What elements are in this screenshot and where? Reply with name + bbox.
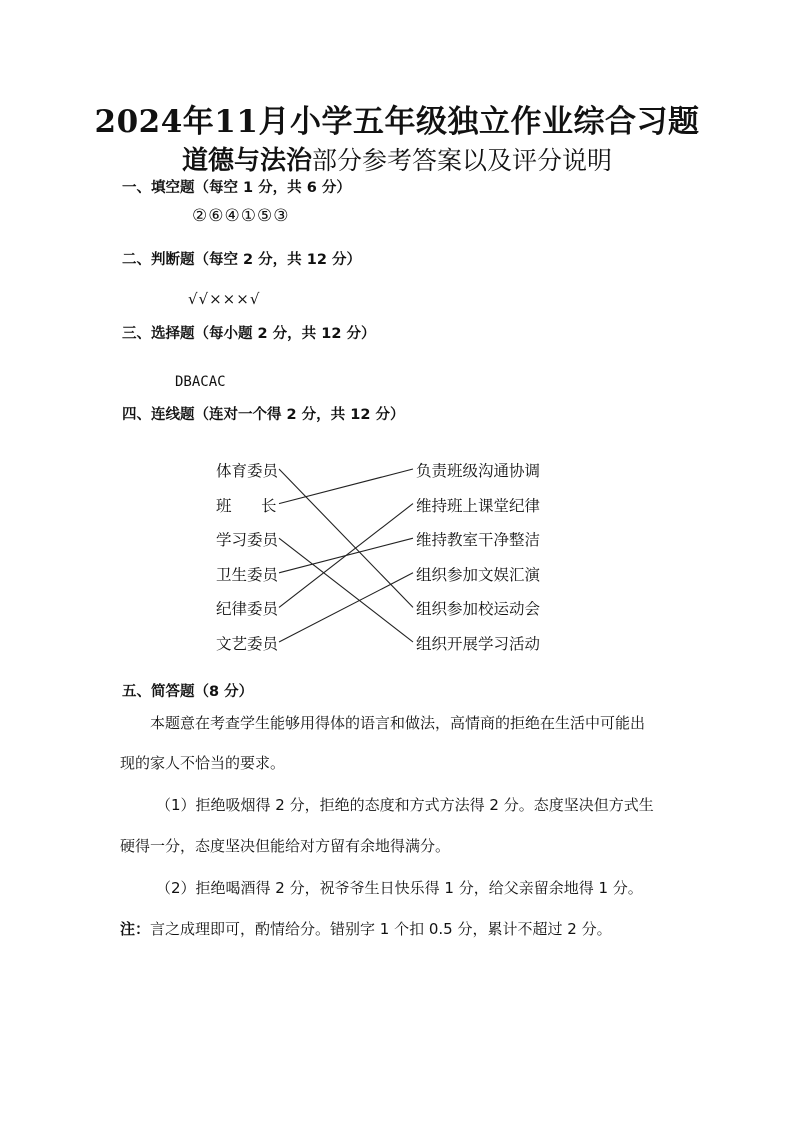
match-right-item: 组织参加文娱汇演 (416, 565, 541, 584)
match-left-item: 文艺委员 (216, 635, 279, 653)
section-judge-heading: 二、判断题（每空 2 分，共 12 分） (122, 252, 361, 268)
short-intro-line2: 现的家人不恰当的要求。 (120, 754, 286, 772)
note-label: 注： (120, 920, 151, 938)
subtitle-rest: 部分参考答案以及评分说明 (312, 146, 613, 175)
match-line (279, 573, 413, 642)
fill-answer: ②⑥④①⑤③ (192, 206, 290, 226)
subject-name: 道德与法治 (181, 146, 312, 176)
match-right-item: 组织开展学习活动 (416, 635, 541, 653)
match-left-item: 体育委员 (216, 462, 279, 480)
match-line (279, 469, 413, 607)
choice-answer: DBACAC (175, 374, 226, 390)
judge-answer: √√×××√ (188, 290, 261, 308)
section-short-heading: 五、简答题（8 分） (122, 684, 254, 700)
short-item2: （2）拒绝喝酒得 2 分，祝爷爷生日快乐得 1 分，给父亲留余地得 1 分。 (156, 879, 643, 897)
match-right-item: 负责班级沟通协调 (416, 462, 541, 480)
match-left-item: 学习委员 (216, 531, 279, 550)
match-left-item: 卫生委员 (216, 565, 279, 584)
short-item1-line2: 硬得一分，态度坚决但能给对方留有余地得满分。 (120, 837, 451, 855)
match-line (279, 504, 413, 608)
section-match-heading: 四、连线题（连对一个得 2 分，共 12 分） (122, 407, 405, 423)
match-left-item: 纪律委员 (216, 600, 279, 619)
short-item1-line1: （1）拒绝吸烟得 2 分，拒绝的态度和方式方法得 2 分。态度坚决但方式生 (156, 796, 654, 814)
match-right-item: 组织参加校运动会 (416, 600, 541, 619)
page-title: 2024年11月小学五年级独立作业综合习题 (94, 104, 700, 140)
match-line (279, 538, 413, 642)
match-line (279, 469, 413, 504)
note (120, 918, 612, 939)
match-right-item: 维持班上课堂纪律 (416, 496, 541, 515)
match-right-item: 维持教室干净整洁 (416, 531, 541, 550)
match-left-item: 班 长 (216, 496, 277, 515)
section-fill-heading: 一、填空题（每空 1 分，共 6 分） (122, 180, 351, 196)
section-choice-heading: 三、选择题（每小题 2 分，共 12 分） (122, 326, 376, 342)
note-text: 言之成理即可，酌情给分。错别字 1 个扣 0.5 分，累计不超过 2 分。 (150, 920, 612, 938)
short-intro-line1: 本题意在考查学生能够用得体的语言和做法，高情商的拒绝在生活中可能出 (150, 714, 646, 732)
